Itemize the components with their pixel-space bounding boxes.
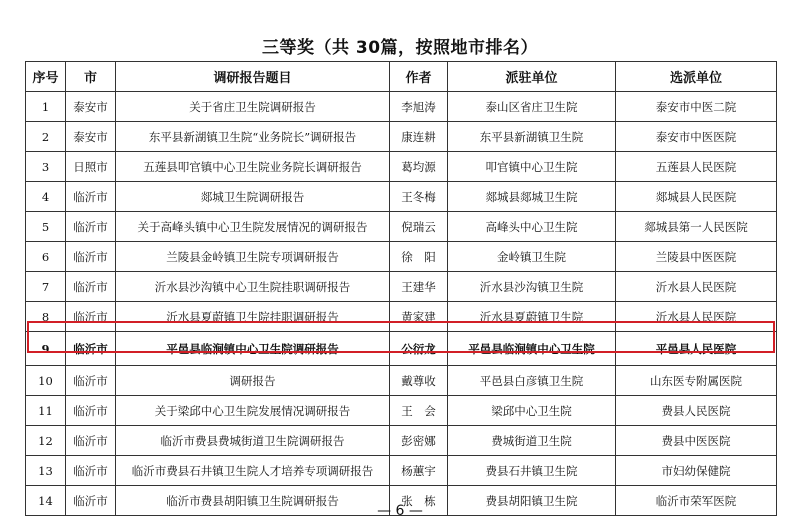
table-row <box>26 426 777 456</box>
cell-index: 2 <box>26 122 66 152</box>
cell-posted-unit: 东平县新湖镇卫生院 <box>448 122 616 152</box>
cell-posted-unit: 郯城县郯城卫生院 <box>448 182 616 212</box>
cell-sending-unit: 市妇幼保健院 <box>616 456 777 486</box>
cell-city: 临沂市 <box>66 302 116 332</box>
cell-posted-unit: 沂水县沙沟镇卫生院 <box>448 272 616 302</box>
col-header-posted-unit: 派驻单位 <box>448 62 616 92</box>
cell-author: 倪瑞云 <box>390 212 448 242</box>
cell-city: 临沂市 <box>66 182 116 212</box>
cell-index: 12 <box>26 426 66 456</box>
cell-posted-unit: 叩官镇中心卫生院 <box>448 152 616 182</box>
cell-city: 临沂市 <box>66 242 116 272</box>
table-row <box>26 242 777 272</box>
table-row <box>26 456 777 486</box>
cell-report-title: 平邑县临涧镇中心卫生院调研报告 <box>116 332 390 366</box>
cell-posted-unit: 沂水县夏蔚镇卫生院 <box>448 302 616 332</box>
cell-index: 13 <box>26 456 66 486</box>
cell-author: 张 栋 <box>390 486 448 516</box>
cell-sending-unit: 泰安市中医医院 <box>616 122 777 152</box>
table-row <box>26 366 777 396</box>
cell-index: 3 <box>26 152 66 182</box>
cell-city: 临沂市 <box>66 366 116 396</box>
table-row <box>26 92 777 122</box>
cell-sending-unit: 平邑县人民医院 <box>616 332 777 366</box>
cell-author: 徐 阳 <box>390 242 448 272</box>
cell-author: 李旭涛 <box>390 92 448 122</box>
cell-report-title: 郯城卫生院调研报告 <box>116 182 390 212</box>
table-row <box>26 212 777 242</box>
cell-index: 7 <box>26 272 66 302</box>
cell-sending-unit: 费县中医医院 <box>616 426 777 456</box>
cell-city: 泰安市 <box>66 92 116 122</box>
cell-city: 临沂市 <box>66 212 116 242</box>
cell-city: 临沂市 <box>66 486 116 516</box>
cell-report-title: 临沂市费县石井镇卫生院人才培养专项调研报告 <box>116 456 390 486</box>
cell-index: 1 <box>26 92 66 122</box>
cell-city: 临沂市 <box>66 332 116 366</box>
cell-report-title: 调研报告 <box>116 366 390 396</box>
cell-sending-unit: 费县人民医院 <box>616 396 777 426</box>
cell-city: 临沂市 <box>66 396 116 426</box>
table-row <box>26 182 777 212</box>
cell-index: 14 <box>26 486 66 516</box>
cell-posted-unit: 梁邱中心卫生院 <box>448 396 616 426</box>
table-row <box>26 396 777 426</box>
cell-city: 泰安市 <box>66 122 116 152</box>
page-title: 三等奖（共 30篇，按照地市排名） <box>261 38 539 58</box>
cell-index: 9 <box>26 332 66 366</box>
cell-posted-unit: 泰山区省庄卫生院 <box>448 92 616 122</box>
cell-posted-unit: 金岭镇卫生院 <box>448 242 616 272</box>
cell-report-title: 兰陵县金岭镇卫生院专项调研报告 <box>116 242 390 272</box>
cell-index: 5 <box>26 212 66 242</box>
cell-sending-unit: 郯城县第一人民医院 <box>616 212 777 242</box>
cell-author: 戴尊收 <box>390 366 448 396</box>
cell-city: 日照市 <box>66 152 116 182</box>
page-number: — 6 — <box>377 503 423 519</box>
table-row <box>26 272 777 302</box>
cell-index: 6 <box>26 242 66 272</box>
cell-sending-unit: 兰陵县中医医院 <box>616 242 777 272</box>
cell-report-title: 关于高峰头镇中心卫生院发展情况的调研报告 <box>116 212 390 242</box>
cell-sending-unit: 泰安市中医二院 <box>616 92 777 122</box>
cell-author: 王建华 <box>390 272 448 302</box>
cell-sending-unit: 临沂市荣军医院 <box>616 486 777 516</box>
cell-report-title: 关于梁邱中心卫生院发展情况调研报告 <box>116 396 390 426</box>
col-header-report-title: 调研报告题目 <box>116 62 390 92</box>
cell-index: 10 <box>26 366 66 396</box>
cell-author: 王冬梅 <box>390 182 448 212</box>
table-row <box>26 122 777 152</box>
cell-posted-unit: 平邑县白彦镇卫生院 <box>448 366 616 396</box>
cell-author: 公衍龙 <box>390 332 448 366</box>
col-header-city: 市 <box>66 62 116 92</box>
cell-index: 11 <box>26 396 66 426</box>
cell-sending-unit: 沂水县人民医院 <box>616 302 777 332</box>
col-header-author: 作者 <box>390 62 448 92</box>
cell-sending-unit: 山东医专附属医院 <box>616 366 777 396</box>
cell-index: 4 <box>26 182 66 212</box>
table-row <box>26 152 777 182</box>
cell-author: 王 会 <box>390 396 448 426</box>
cell-author: 彭密娜 <box>390 426 448 456</box>
cell-index: 8 <box>26 302 66 332</box>
table-row <box>26 302 777 332</box>
cell-posted-unit: 费县石井镇卫生院 <box>448 456 616 486</box>
cell-posted-unit: 费县胡阳镇卫生院 <box>448 486 616 516</box>
cell-posted-unit: 费城街道卫生院 <box>448 426 616 456</box>
cell-sending-unit: 五莲县人民医院 <box>616 152 777 182</box>
cell-sending-unit: 沂水县人民医院 <box>616 272 777 302</box>
cell-author: 葛均源 <box>390 152 448 182</box>
cell-report-title: 临沂市费县费城街道卫生院调研报告 <box>116 426 390 456</box>
cell-report-title: 关于省庄卫生院调研报告 <box>116 92 390 122</box>
cell-city: 临沂市 <box>66 456 116 486</box>
cell-report-title: 五莲县叩官镇中心卫生院业务院长调研报告 <box>116 152 390 182</box>
cell-report-title: 临沂市费县胡阳镇卫生院调研报告 <box>116 486 390 516</box>
cell-author: 杨蕙宇 <box>390 456 448 486</box>
cell-city: 临沂市 <box>66 426 116 456</box>
cell-author: 康连耕 <box>390 122 448 152</box>
cell-posted-unit: 高峰头中心卫生院 <box>448 212 616 242</box>
cell-report-title: 沂水县夏蔚镇卫生院挂职调研报告 <box>116 302 390 332</box>
table-header-row <box>26 62 777 92</box>
cell-report-title: 沂水县沙沟镇中心卫生院挂职调研报告 <box>116 272 390 302</box>
table-row <box>26 332 777 366</box>
cell-author: 黄家建 <box>390 302 448 332</box>
cell-report-title: 东平县新湖镇卫生院“业务院长”调研报告 <box>116 122 390 152</box>
col-header-sending-unit: 选派单位 <box>616 62 777 92</box>
cell-sending-unit: 郯城县人民医院 <box>616 182 777 212</box>
col-header-index: 序号 <box>26 62 66 92</box>
cell-city: 临沂市 <box>66 272 116 302</box>
cell-posted-unit: 平邑县临涧镇中心卫生院 <box>448 332 616 366</box>
awards-table <box>25 61 777 516</box>
